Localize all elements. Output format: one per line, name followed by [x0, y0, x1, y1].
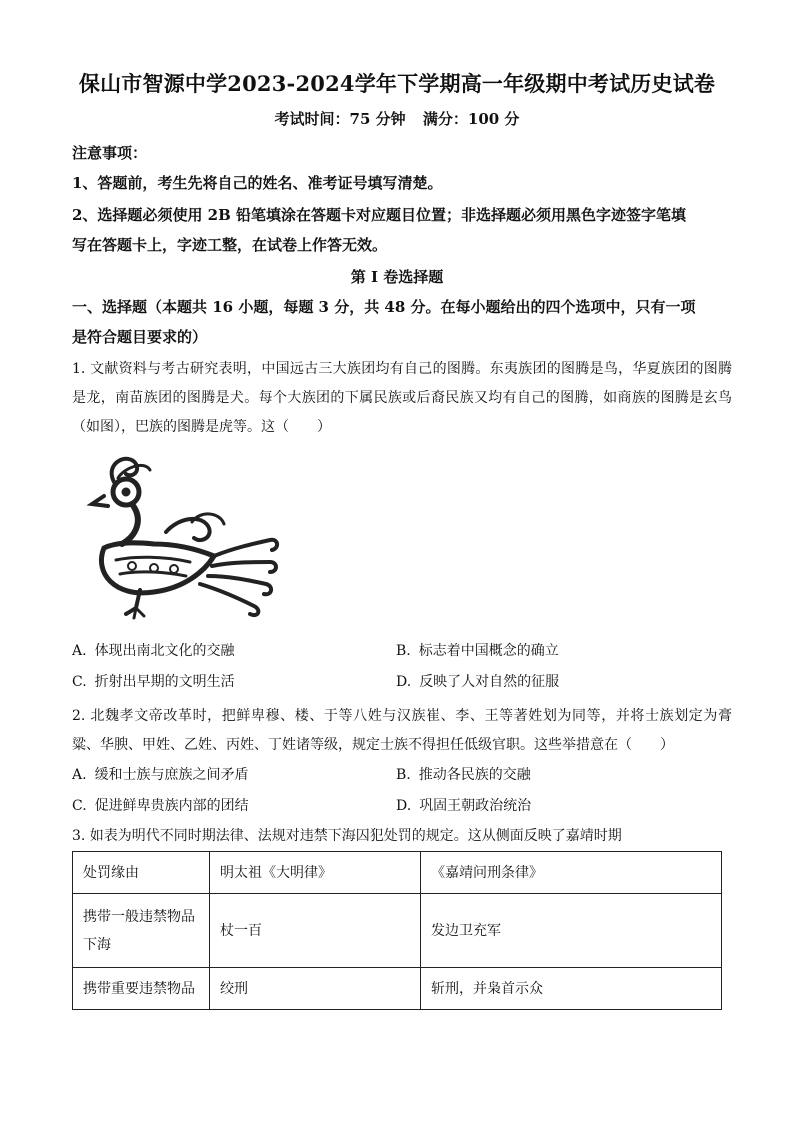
- question-1-option-a[interactable]: A. 体现出南北文化的交融: [72, 643, 235, 659]
- table-cell: 携带一般违禁物品下海: [73, 894, 210, 968]
- table-cell: 携带重要违禁物品: [73, 968, 210, 1010]
- part-heading-line-1: 一、选择题（本题共 16 小题，每题 3 分，共 48 分。在每小题给出的四个选项中，只有一项: [72, 298, 696, 316]
- question-1-option-c[interactable]: C. 折射出早期的文明生活: [72, 674, 235, 690]
- question-1-option-b[interactable]: B. 标志着中国概念的确立: [396, 643, 559, 659]
- table-header-cell: 处罚缘由: [73, 852, 210, 894]
- table-row: [73, 968, 722, 1010]
- notice-item-2-line-1: 2、选择题必须使用 2B 铅笔填涂在答题卡对应题目位置；非选择题必须用黑色字迹签字笔填: [72, 206, 687, 224]
- question-2-option-a[interactable]: A. 缓和士族与庶族之间矛盾: [72, 767, 249, 783]
- question-2-stem: 2. 北魏孝文帝改革时，把鲜卑穆、楼、于等八姓与汉族崔、李、王等著姓划为同等，并将士族划定为膏粱、华腴、甲姓、乙姓、丙姓、丁姓诸等级，规定士族不得担任低级官职。这些举措意在（ ）: [72, 708, 732, 753]
- punishment-table: [72, 851, 722, 1010]
- question-2-option-b[interactable]: B. 推动各民族的交融: [396, 767, 531, 783]
- question-1-stem: 1. 文献资料与考古研究表明，中国远古三大族团均有自己的图腾。东夷族团的图腾是鸟，华夏族团的图腾是龙，南苗族团的图腾是犬。每个大族团的下属民族或后裔民族又均有自己的图腾，如商族的图腾是玄鸟（如图），巴族的图腾是虎等。这（ ）: [72, 361, 732, 435]
- question-2-option-d[interactable]: D. 巩固王朝政治统治: [396, 798, 532, 814]
- table-header-cell: 《嘉靖问刑条律》: [421, 852, 722, 894]
- question-2-option-c[interactable]: C. 促进鲜卑贵族内部的团结: [72, 798, 249, 814]
- question-1-option-d[interactable]: D. 反映了人对自然的征服: [396, 674, 560, 690]
- table-cell: 斩刑，并枭首示众: [421, 968, 722, 1010]
- section-title: 第 I 卷选择题: [350, 268, 444, 286]
- exam-meta: [0, 108, 794, 129]
- exam-title: 保山市智源中学2023-2024学年下学期高一年级期中考试历史试卷: [78, 71, 716, 96]
- table-header-cell: 明太祖《大明律》: [210, 852, 421, 894]
- xuanniao-bird-icon: [74, 452, 284, 622]
- question-3-stem: 3. 如表为明代不同时期法律、法规对违禁下海囚犯处罚的规定。这从侧面反映了嘉靖时期: [72, 828, 622, 844]
- part-heading-line-2: 是符合题目要求的）: [72, 328, 208, 346]
- notice-item-1: 1、答题前，考生先将自己的姓名、准考证号填写清楚。: [72, 174, 443, 192]
- table-cell: 发边卫充军: [421, 894, 722, 968]
- table-cell: 绞刑: [210, 968, 421, 1010]
- exam-score: 满分：100 分: [422, 110, 520, 128]
- table-header-row: [73, 852, 722, 894]
- notice-item-2-line-2: 写在答题卡上，字迹工整，在试卷上作答无效。: [72, 236, 388, 254]
- table-row: [73, 894, 722, 968]
- table-cell: 杖一百: [210, 894, 421, 968]
- notice-heading: 注意事项：: [72, 144, 148, 162]
- exam-time: 考试时间：75 分钟: [274, 110, 406, 128]
